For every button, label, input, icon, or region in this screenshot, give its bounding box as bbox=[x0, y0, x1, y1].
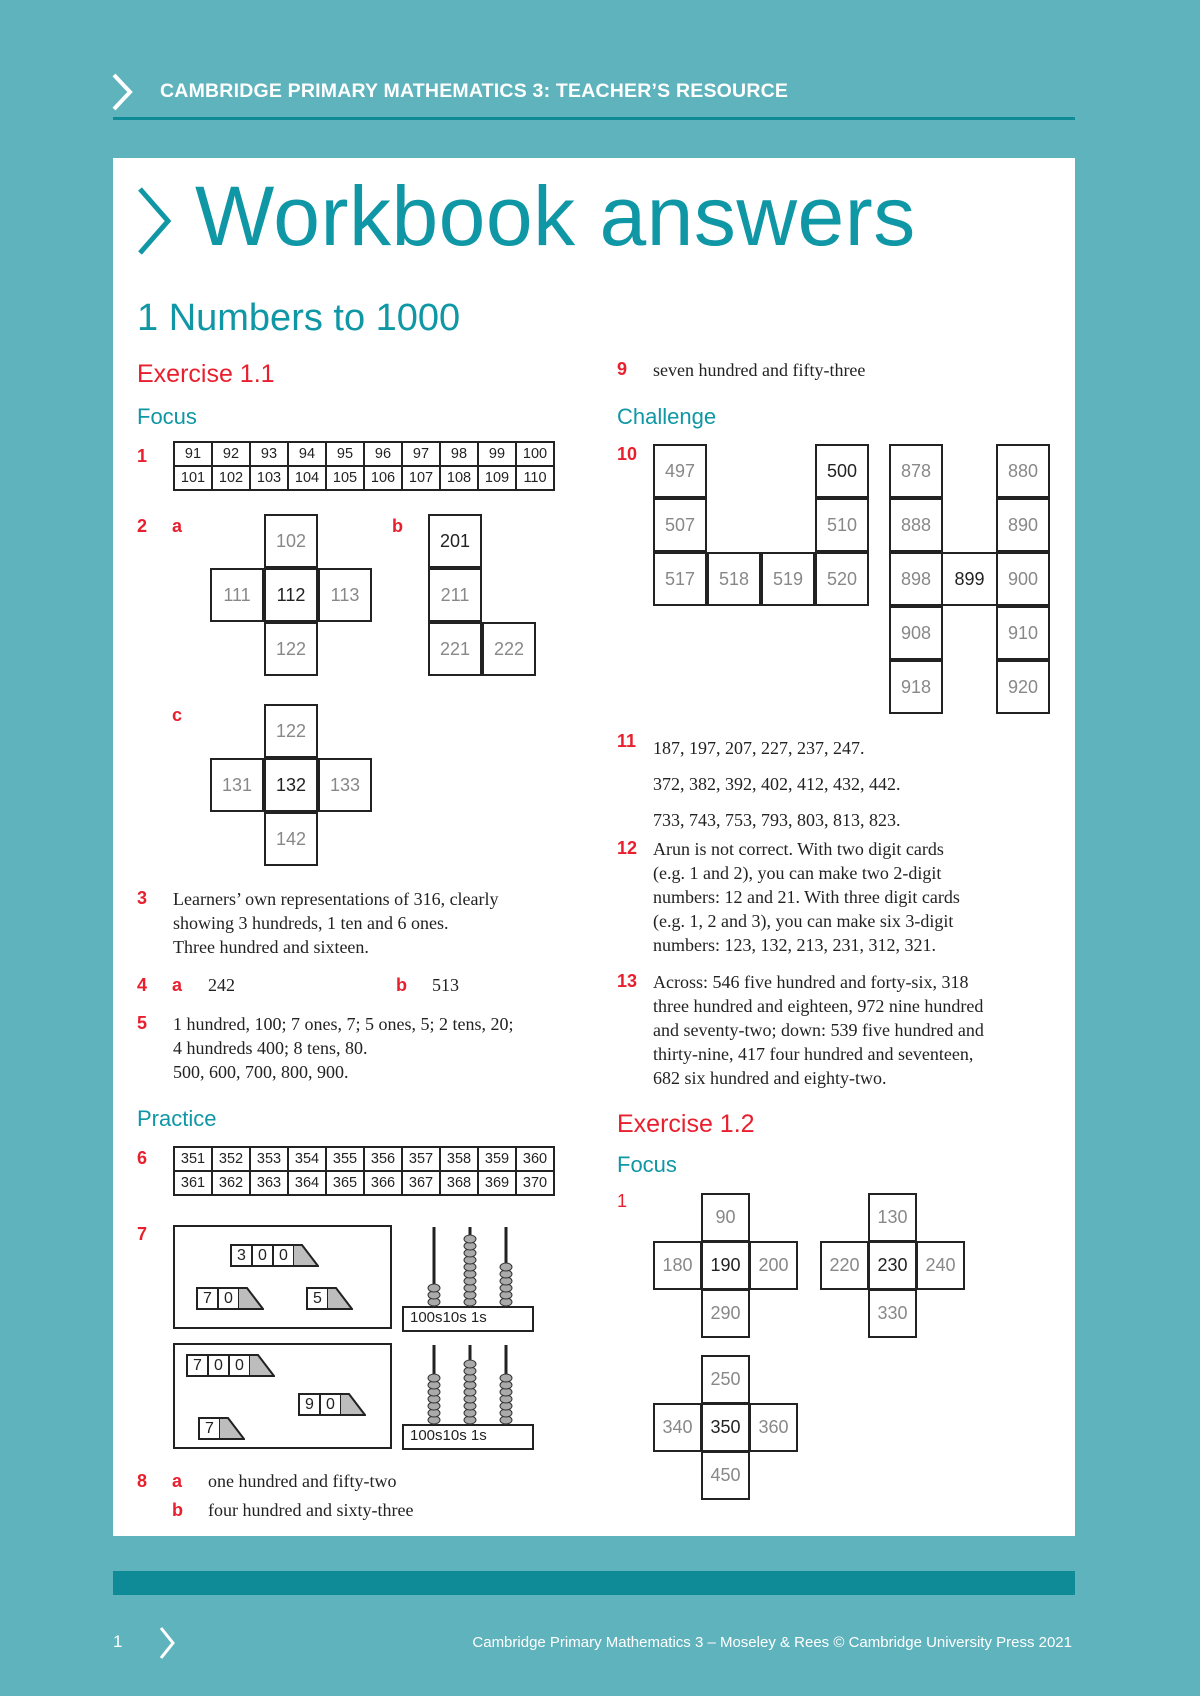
grid-cell: 920 bbox=[996, 660, 1050, 714]
answer-text: 1 hundred, 100; 7 ones, 7; 5 ones, 5; 2 tens, 20; 4 hundreds 400; 8 tens, 80. 500, 600, 700, 800, 900. bbox=[173, 1014, 514, 1082]
abacus-label: 100s10s 1s bbox=[410, 1427, 487, 1444]
grid-cell: 340 bbox=[653, 1403, 702, 1452]
grid-cell: 519 bbox=[761, 552, 815, 606]
place-value-card: 9 0 bbox=[298, 1393, 366, 1416]
grid-cell: 131 bbox=[210, 758, 264, 812]
table-cell: 356 bbox=[364, 1147, 402, 1171]
grid-cell: 360 bbox=[749, 1403, 798, 1452]
table-cell: 360 bbox=[516, 1147, 554, 1171]
table-cell: 105 bbox=[326, 466, 364, 490]
chevron-right-icon bbox=[135, 185, 175, 257]
grid-cell: 890 bbox=[996, 498, 1050, 552]
grid-cell: 900 bbox=[996, 552, 1050, 606]
table-cell: 99 bbox=[478, 442, 516, 466]
question-number: 1 bbox=[617, 1191, 628, 1211]
section-heading: Practice bbox=[137, 1106, 217, 1131]
answer-text: Arun is not correct. With two digit cards (e.g. 1 and 2), you can make two 2-digit numbers: 12 and 21. With three digit cards (e.g. 1, 2 and 3), you can make six 3-digit numbers: 123, 132, 213, 231, 312, 321. bbox=[653, 839, 960, 955]
grid-cell: 230 bbox=[868, 1241, 917, 1290]
question-number: 4 bbox=[137, 975, 148, 995]
answer-text: one hundred and fifty-two bbox=[208, 1471, 397, 1491]
grid-cell: 122 bbox=[264, 622, 318, 676]
grid-cell: 507 bbox=[653, 498, 707, 552]
header-divider bbox=[113, 117, 1075, 120]
exercise-title: Exercise 1.2 bbox=[617, 1110, 755, 1138]
part-letter: b bbox=[392, 516, 403, 536]
answer-text: seven hundred and fifty-three bbox=[653, 360, 866, 380]
part-letter: b bbox=[172, 1500, 183, 1520]
grid-cell: 113 bbox=[318, 568, 372, 622]
grid-cell: 111 bbox=[210, 568, 264, 622]
grid-cell: 450 bbox=[701, 1451, 750, 1500]
grid-cell: 190 bbox=[701, 1241, 750, 1290]
grid-cell: 250 bbox=[701, 1355, 750, 1404]
table-cell: 96 bbox=[364, 442, 402, 466]
table-cell: 363 bbox=[250, 1171, 288, 1195]
table-cell: 361 bbox=[174, 1171, 212, 1195]
page-title: Workbook answers bbox=[195, 169, 916, 263]
grid-cell: 517 bbox=[653, 552, 707, 606]
table-cell: 95 bbox=[326, 442, 364, 466]
grid-cell: 290 bbox=[701, 1289, 750, 1338]
table-cell: 106 bbox=[364, 466, 402, 490]
table-cell: 359 bbox=[478, 1147, 516, 1171]
section-heading: Focus bbox=[137, 404, 197, 429]
table-cell: 107 bbox=[402, 466, 440, 490]
table-cell: 354 bbox=[288, 1147, 326, 1171]
place-value-card: 7 0 bbox=[196, 1287, 264, 1310]
table-cell: 351 bbox=[174, 1147, 212, 1171]
grid-cell: 240 bbox=[916, 1241, 965, 1290]
table-cell: 367 bbox=[402, 1171, 440, 1195]
answer-text: Across: 546 five hundred and forty-six, 318 three hundred and eighteen, 972 nine hundred and seventy-two; down: 539 five hundred and thirty-nine, 417 four hundred and seventeen, 682 six hundred and eighty-two. bbox=[653, 972, 984, 1088]
grid-cell: 910 bbox=[996, 606, 1050, 660]
table-cell: 362 bbox=[212, 1171, 250, 1195]
grid-cell: 130 bbox=[868, 1193, 917, 1242]
footer-band bbox=[113, 1571, 1075, 1595]
chevron-right-icon bbox=[110, 72, 134, 112]
question-number: 5 bbox=[137, 1013, 148, 1033]
place-value-card: 5 bbox=[306, 1287, 353, 1310]
grid-cell: 222 bbox=[482, 622, 536, 676]
question-number: 6 bbox=[137, 1148, 148, 1168]
grid-cell: 220 bbox=[820, 1241, 869, 1290]
grid-cell: 497 bbox=[653, 444, 707, 498]
table-cell: 108 bbox=[440, 466, 478, 490]
table-cell: 94 bbox=[288, 442, 326, 466]
grid-cell: 90 bbox=[701, 1193, 750, 1242]
table-cell: 91 bbox=[174, 442, 212, 466]
question-number: 3 bbox=[137, 888, 148, 908]
part-letter: a bbox=[172, 975, 183, 995]
table-cell: 358 bbox=[440, 1147, 478, 1171]
grid-cell: 898 bbox=[889, 552, 943, 606]
grid-cell: 122 bbox=[264, 704, 318, 758]
grid-cell: 520 bbox=[815, 552, 869, 606]
question-number: 2 bbox=[137, 516, 148, 536]
table-cell: 365 bbox=[326, 1171, 364, 1195]
grid-cell: 142 bbox=[264, 812, 318, 866]
grid-cell: 102 bbox=[264, 514, 318, 568]
grid-cell: 500 bbox=[815, 444, 869, 498]
table-cell: 368 bbox=[440, 1171, 478, 1195]
place-value-card: 3 0 0 bbox=[230, 1244, 319, 1267]
part-letter: c bbox=[172, 705, 183, 725]
table-cell: 93 bbox=[250, 442, 288, 466]
grid-cell: 918 bbox=[889, 660, 943, 714]
question-number: 12 bbox=[617, 838, 638, 858]
grid-cell: 350 bbox=[701, 1403, 750, 1452]
table-cell: 355 bbox=[326, 1147, 364, 1171]
answer-text: four hundred and sixty-three bbox=[208, 1500, 414, 1520]
table-cell: 109 bbox=[478, 466, 516, 490]
question-number: 1 bbox=[137, 446, 148, 466]
table-cell: 366 bbox=[364, 1171, 402, 1195]
part-letter: b bbox=[396, 975, 407, 995]
table-cell: 104 bbox=[288, 466, 326, 490]
grid-cell: 112 bbox=[264, 568, 318, 622]
section-heading: Focus bbox=[617, 1152, 677, 1177]
question-number: 7 bbox=[137, 1224, 148, 1244]
number-table bbox=[173, 1146, 555, 1196]
grid-cell: 510 bbox=[815, 498, 869, 552]
answer-text: Learners’ own representations of 316, clearly showing 3 hundreds, 1 ten and 6 ones. Three hundred and sixteen. bbox=[173, 889, 499, 957]
section-heading: Challenge bbox=[617, 404, 717, 429]
question-number: 13 bbox=[617, 971, 638, 991]
question-number: 8 bbox=[137, 1471, 148, 1491]
chapter-title: 1 Numbers to 1000 bbox=[137, 297, 461, 339]
grid-cell: 908 bbox=[889, 606, 943, 660]
place-value-cards-box bbox=[173, 1225, 392, 1329]
grid-cell: 201 bbox=[428, 514, 482, 568]
footer-credit: Cambridge Primary Mathematics 3 – Moseley & Rees © Cambridge University Press 2021 bbox=[472, 1634, 1072, 1651]
table-cell: 352 bbox=[212, 1147, 250, 1171]
answer-text: 513 bbox=[432, 975, 459, 995]
grid-cell: 133 bbox=[318, 758, 372, 812]
table-cell: 102 bbox=[212, 466, 250, 490]
header-title: CAMBRIDGE PRIMARY MATHEMATICS 3: TEACHER’S RESOURCE bbox=[160, 80, 789, 102]
part-letter: a bbox=[172, 516, 183, 536]
answer-text: 187, 197, 207, 227, 237, 247. 372, 382, 392, 402, 412, 432, 442. 733, 743, 753, 793, 803, 813, 823. bbox=[653, 738, 901, 830]
grid-cell: 211 bbox=[428, 568, 482, 622]
table-cell: 357 bbox=[402, 1147, 440, 1171]
grid-cell: 888 bbox=[889, 498, 943, 552]
exercise-title: Exercise 1.1 bbox=[137, 360, 275, 388]
grid-cell: 880 bbox=[996, 444, 1050, 498]
part-letter: a bbox=[172, 1471, 183, 1491]
grid-cell: 878 bbox=[889, 444, 943, 498]
abacus-label: 100s10s 1s bbox=[410, 1309, 487, 1326]
grid-cell: 518 bbox=[707, 552, 761, 606]
table-cell: 100 bbox=[516, 442, 554, 466]
table-cell: 101 bbox=[174, 466, 212, 490]
question-number: 10 bbox=[617, 444, 638, 464]
place-value-card: 7 bbox=[198, 1417, 245, 1440]
grid-cell: 200 bbox=[749, 1241, 798, 1290]
table-cell: 353 bbox=[250, 1147, 288, 1171]
place-value-card: 7 0 0 bbox=[186, 1354, 275, 1377]
table-cell: 103 bbox=[250, 466, 288, 490]
table-cell: 98 bbox=[440, 442, 478, 466]
grid-cell: 132 bbox=[264, 758, 318, 812]
table-cell: 97 bbox=[402, 442, 440, 466]
table-cell: 92 bbox=[212, 442, 250, 466]
grid-cell: 330 bbox=[868, 1289, 917, 1338]
grid-cell: 221 bbox=[428, 622, 482, 676]
grid-cell: 899 bbox=[943, 552, 996, 606]
question-number: 9 bbox=[617, 359, 628, 379]
page-number: 1 bbox=[113, 1632, 123, 1651]
answer-text: 242 bbox=[208, 975, 235, 995]
grid-cell: 180 bbox=[653, 1241, 702, 1290]
table-cell: 364 bbox=[288, 1171, 326, 1195]
question-number: 11 bbox=[617, 731, 637, 751]
table-cell: 370 bbox=[516, 1171, 554, 1195]
number-table bbox=[173, 441, 555, 491]
table-cell: 369 bbox=[478, 1171, 516, 1195]
chevron-right-icon[interactable] bbox=[158, 1625, 176, 1661]
table-cell: 110 bbox=[516, 466, 554, 490]
